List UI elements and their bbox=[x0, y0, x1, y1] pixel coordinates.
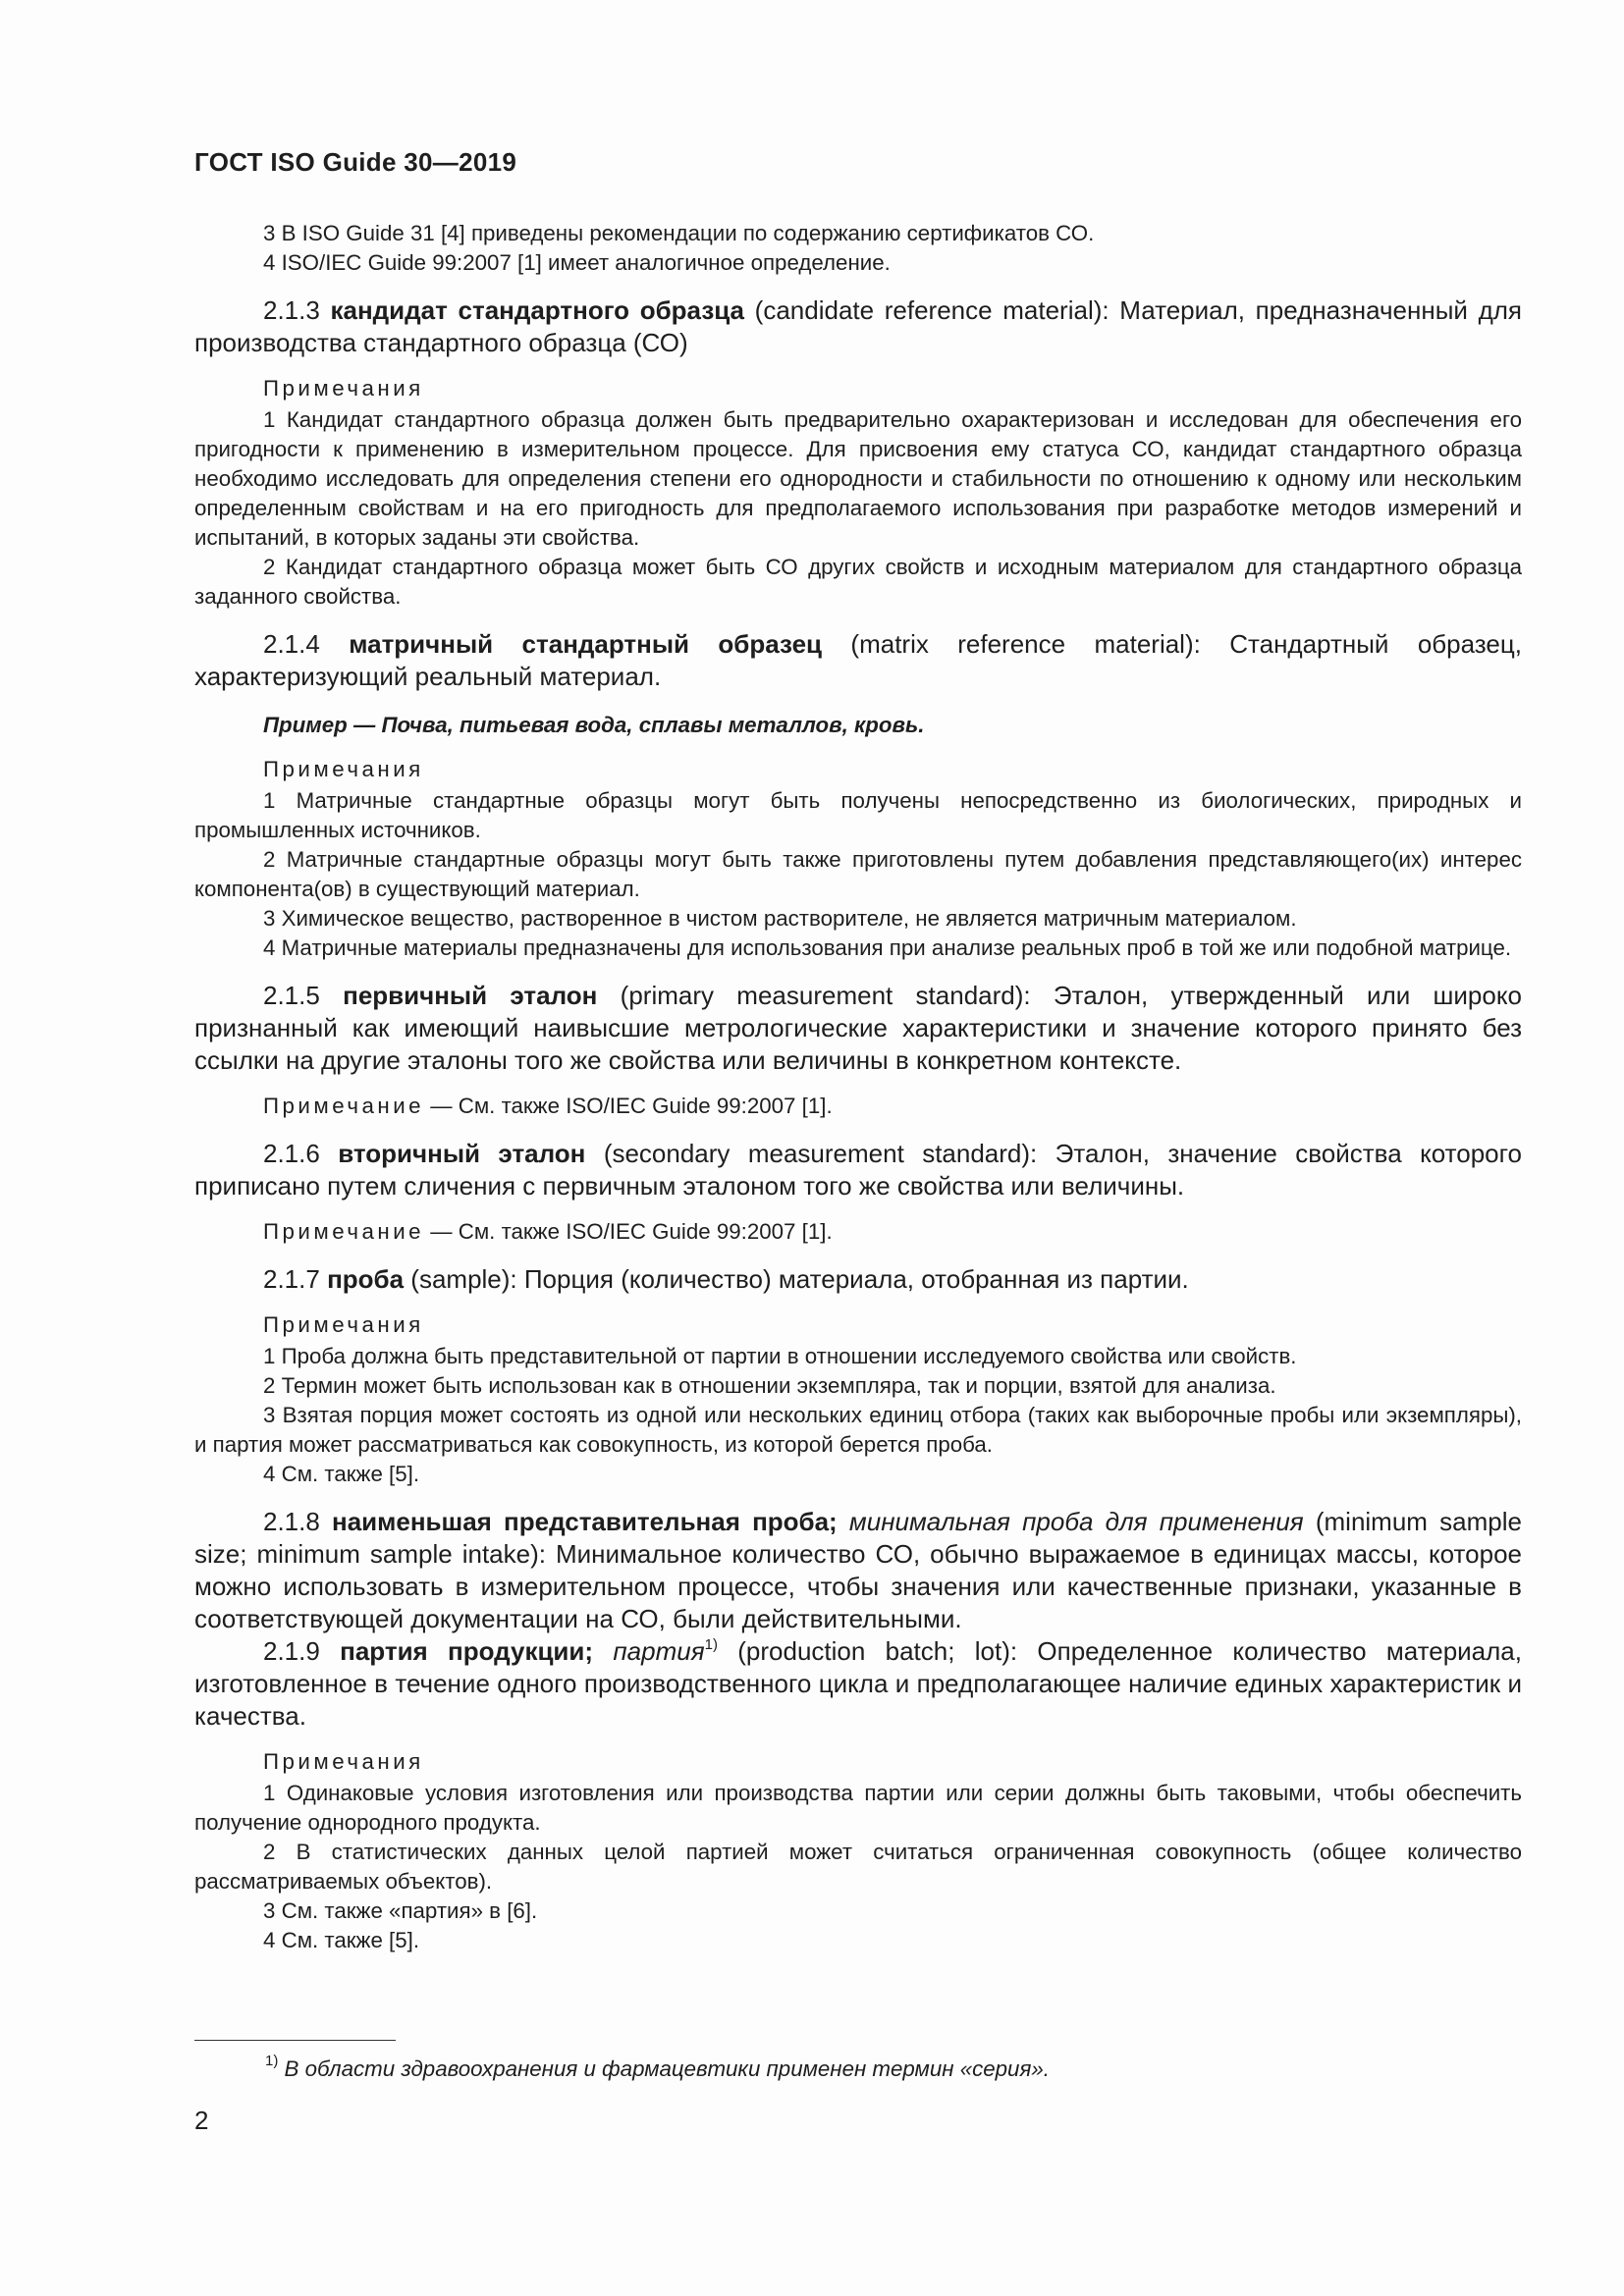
term-name: первичный эталон bbox=[343, 981, 598, 1010]
term-2-1-3 bbox=[194, 294, 1522, 359]
note-item: 2 Термин может быть использован как в отношении экземпляра, так и порции, взятой для анализа. bbox=[263, 1373, 1276, 1398]
footnote-ref[interactable]: 1) bbox=[704, 1636, 718, 1653]
term-definition: (candidate reference material): Материал, предназначенный для производства стандартного образца (СО) bbox=[194, 295, 1522, 357]
term-2-1-7 bbox=[194, 1263, 1522, 1296]
note-item: 1 Матричные стандартные образцы могут быть получены непосредственно из биологических, природных и промышленных источников. bbox=[194, 788, 1522, 842]
term-2-1-8 bbox=[194, 1506, 1522, 1635]
term-example: Пример — Почва, питьевая вода, сплавы металлов, кровь. bbox=[263, 713, 925, 737]
note-item: 4 ISO/IEC Guide 99:2007 [1] имеет аналогичное определение. bbox=[263, 250, 891, 275]
note-item: 2 В статистических данных целой партией может считаться ограниченная совокупность (общее количество рассматриваемых объектов). bbox=[194, 1840, 1522, 1894]
note-item: 4 См. также [5]. bbox=[263, 1462, 420, 1486]
footnote-mark: 1) bbox=[265, 2053, 279, 2069]
term-2-1-4 bbox=[194, 628, 1522, 693]
term-number: 2.1.9 bbox=[263, 1636, 320, 1666]
term-name: кандидат стандартного образца bbox=[330, 295, 745, 325]
term-name: проба bbox=[327, 1264, 405, 1294]
term-synonym: партия bbox=[613, 1636, 705, 1666]
note-item: 1 Кандидат стандартного образца должен быть предварительно охарактеризован и исследован для обеспечения его пригодности к применению в измерительном процессе. Для присвоения ему статуса СО, кандидат стандартного образца необходимо исследовать для определения степени его однородности и стабильности по отношению к одному или нескольким определенным свойствам и на его пригодность для предполагаемого использования при разработке методов измерений и испытаний, в которых заданы эти свойства. bbox=[194, 407, 1522, 550]
term-definition: (sample): Порция (количество) материала, отобранная из партии. bbox=[404, 1264, 1189, 1294]
note-item: 3 Химическое вещество, растворенное в чистом растворителе, не является матричным материалом. bbox=[263, 906, 1297, 931]
note-item: 2 Кандидат стандартного образца может быть СО других свойств и исходным материалом для стандартного образца заданного свойства. bbox=[194, 555, 1522, 609]
term-synonym: минимальная проба для применения bbox=[848, 1507, 1304, 1536]
note-item: 3 См. также «партия» в [6]. bbox=[263, 1898, 538, 1923]
term-definition: (matrix reference material): Стандартный образец, характеризующий реальный материал. bbox=[194, 629, 1522, 691]
document-header: ГОСТ ISO Guide 30—2019 bbox=[194, 147, 517, 177]
footnote bbox=[265, 2055, 1050, 2084]
term-note: Примечание — См. также ISO/IEC Guide 99:2007 [1]. bbox=[263, 1219, 833, 1244]
note-item: 3 Взятая порция может состоять из одной или нескольких единиц отбора (таких как выборочные пробы или экземпляры), и партия может рассматриваться как совокупность, из которой берется проба. bbox=[194, 1403, 1522, 1457]
notes-heading: Примечания bbox=[263, 1312, 424, 1337]
term-definition: (primary measurement standard): Эталон, утвержденный или широко признанный как имеющий наивысшие метрологические характеристики и значение которого принято без ссылки на другие эталоны того же свойства или величины в конкретном контексте. bbox=[194, 981, 1522, 1075]
note-item: 2 Матричные стандартные образцы могут быть также приготовлены путем добавления представляющего(их) интерес компонента(ов) в существующий материал. bbox=[194, 847, 1522, 901]
term-2-1-9 bbox=[194, 1635, 1522, 1733]
term-name: наименьшая представительная проба; bbox=[332, 1507, 838, 1536]
footnote-text: В области здравоохранения и фармацевтики применен термин «серия». bbox=[278, 2056, 1050, 2081]
term-definition: (secondary measurement standard): Эталон, значение свойства которого приписано путем сличения с первичным эталоном того же свойства или величины. bbox=[194, 1139, 1522, 1201]
term-number: 2.1.7 bbox=[263, 1264, 320, 1294]
term-number: 2.1.5 bbox=[263, 981, 320, 1010]
note-item: 3 В ISO Guide 31 [4] приведены рекомендации по содержанию сертификатов СО. bbox=[263, 221, 1095, 245]
term-name: партия продукции; bbox=[340, 1636, 594, 1666]
note-item: 1 Одинаковые условия изготовления или производства партии или серии должны быть таковыми, чтобы обеспечить получение однородного продукта. bbox=[194, 1781, 1522, 1835]
note-item: 4 Матричные материалы предназначены для использования при анализе реальных проб в той же или подобной матрице. bbox=[263, 935, 1512, 960]
term-number: 2.1.4 bbox=[263, 629, 320, 659]
term-number: 2.1.3 bbox=[263, 295, 320, 325]
term-2-1-5 bbox=[194, 980, 1522, 1077]
term-number: 2.1.6 bbox=[263, 1139, 320, 1168]
notes-heading: Примечания bbox=[263, 757, 424, 781]
term-note: Примечание — См. также ISO/IEC Guide 99:2007 [1]. bbox=[263, 1094, 833, 1118]
term-definition: (production batch; lot): Определенное количество материала, изготовленное в течение одного производственного цикла и предполагающее наличие единых характеристик и качества. bbox=[194, 1636, 1522, 1731]
notes-heading: Примечания bbox=[263, 1749, 424, 1774]
page-number: 2 bbox=[194, 2106, 209, 2135]
note-item: 1 Проба должна быть представительной от партии в отношении исследуемого свойства или свойств. bbox=[263, 1344, 1297, 1368]
footnote-divider bbox=[194, 2040, 396, 2041]
term-definition: (minimum sample size; minimum sample intake): Минимальное количество СО, обычно выражаемое в единицах массы, которое можно использовать в измерительном процессе, чтобы значения или качественные признаки, указанные в соответствующей документации на СО, были действительными. bbox=[194, 1507, 1522, 1633]
term-number: 2.1.8 bbox=[263, 1507, 320, 1536]
term-name: вторичный эталон bbox=[338, 1139, 586, 1168]
term-name: матричный стандартный образец bbox=[349, 629, 823, 659]
notes-heading: Примечания bbox=[263, 376, 424, 400]
document-body bbox=[194, 219, 1522, 1955]
note-item: 4 См. также [5]. bbox=[263, 1928, 420, 1952]
term-2-1-6 bbox=[194, 1138, 1522, 1202]
